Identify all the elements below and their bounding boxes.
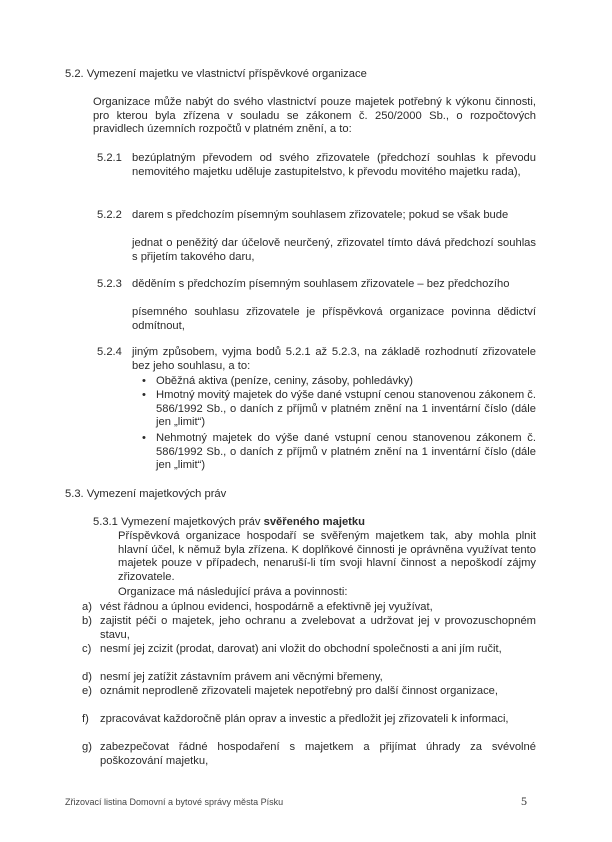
bullet-text: Hmotný movitý majetek do výše dané vstupní cenou stanovenou zákonem č. 586/1992 Sb., o daních z příjmů v platném znění na 1 inventární číslo (dále jen „limit“) [156,389,536,429]
item-5-2-3-line2: písemného souhlasu zřizovatele je příspěvková organizace povinna dědictví odmítnout, [132,306,536,332]
list-letter: e) [82,685,92,697]
subsection-paragraph: Příspěvková organizace hospodaří se svěřeným majetkem tak, aby mohla plnit hlavní účel, k němuž byla zřízena. K doplňkové činnosti je oprávněna využívat tento majetek pouze v případech, nenaruší-li tím svoji hlavní činnost a nepoškodí zájmy zřizovatele. [118,530,536,583]
item-5-2-4-text: jiným způsobem, vyjma bodů 5.2.1 až 5.2.3, na základě rozhodnutí zřizovatele bez jeho souhlasu, a to: [132,346,536,372]
bullet-text: Oběžná aktiva (peníze, ceniny, zásoby, pohledávky) [156,375,414,387]
item-5-2-4-number: 5.2.4 [97,346,122,358]
list-letter: b) [82,615,92,627]
section-5-3-heading: 5.3. Vymezení majetkových práv [65,488,227,500]
item-5-2-3-number: 5.2.3 [97,278,122,290]
item-5-2-2-line2: jednat o peněžitý dar účelově neurčený, zřizovatel tímto dává předchozí souhlas s přijetím takového daru, [132,237,536,263]
item-5-2-1-number: 5.2.1 [97,152,122,164]
section-5-2-heading: 5.2. Vymezení majetku ve vlastnictví příspěvkové organizace [65,68,367,80]
section-5-2-intro: Organizace může nabýt do svého vlastnictví pouze majetek potřebný k výkonu činnosti, pro kterou byla zřízena v souladu se zákonem č. 250/2000 Sb., o rozpočtových pravidlech územních rozpočtů v platném znění, a to: [93,96,536,136]
bullet-icon: • [142,375,146,387]
bullet-item [142,389,536,430]
list-letter: a) [82,601,92,613]
list-letter: g) [82,741,92,753]
page-number: 5 [521,794,527,808]
list-letter: f) [82,713,89,725]
bullet-icon: • [142,432,146,444]
list-item: vést řádnou a úplnou evidenci, hospodárně a efektivně jej využívat, [100,601,433,613]
list-letter: d) [82,671,92,683]
bullet-item [142,375,536,389]
item-5-2-3-line1: děděním s předchozím písemným souhlasem zřizovatele – bez předchozího [132,278,510,290]
bullet-item [142,432,536,473]
footer-text: Zřizovací listina Domovní a bytové správy města Písku [65,797,284,807]
subsection-title-bold: svěřeného majetku [263,516,365,528]
list-letter: c) [82,643,92,655]
rights-intro: Organizace má následující práva a povinnosti: [118,586,348,598]
subsection-number: 5.3.1 [93,516,118,528]
list-item: zajistit péči o majetek, jeho ochranu a zvelebovat a udržovat jej v provozuschopném stavu, [100,615,536,641]
item-5-2-2-line1: darem s předchozím písemným souhlasem zřizovatele; pokud se však bude [132,209,509,221]
list-item: oznámit neprodleně zřizovateli majetek nepotřebný pro další činnost organizace, [100,685,499,697]
bullet-text: Nehmotný majetek do výše dané vstupní cenou stanovenou zákonem č. 586/1992 Sb., o daních z příjmů v platném znění na 1 inventární číslo (dále jen „limit“) [156,432,536,472]
list-item: nesmí jej zatížit zástavním právem ani věcnými břemeny, [100,671,383,683]
list-item: zabezpečovat řádné hospodaření s majetkem a přijímat úhrady za svévolné poškozování majetku, [100,741,536,767]
list-item: zpracovávat každoročně plán oprav a investic a předložit jej zřizovateli k informaci, [100,713,509,725]
subsection-title: Vymezení majetkových práv [121,516,264,528]
item-5-2-1-text: bezúplatným převodem od svého zřizovatele (předchozí souhlas k převodu nemovitého majetku uděluje zastupitelstvo, k převodu movitého majetku rada), [132,152,536,178]
subsection-5-3-1-heading [93,516,365,530]
list-item: nesmí jej zcizit (prodat, darovat) ani vložit do obchodní společnosti a ani jím ručit, [100,643,502,655]
item-5-2-2-number: 5.2.2 [97,209,122,221]
bullet-icon: • [142,389,146,401]
